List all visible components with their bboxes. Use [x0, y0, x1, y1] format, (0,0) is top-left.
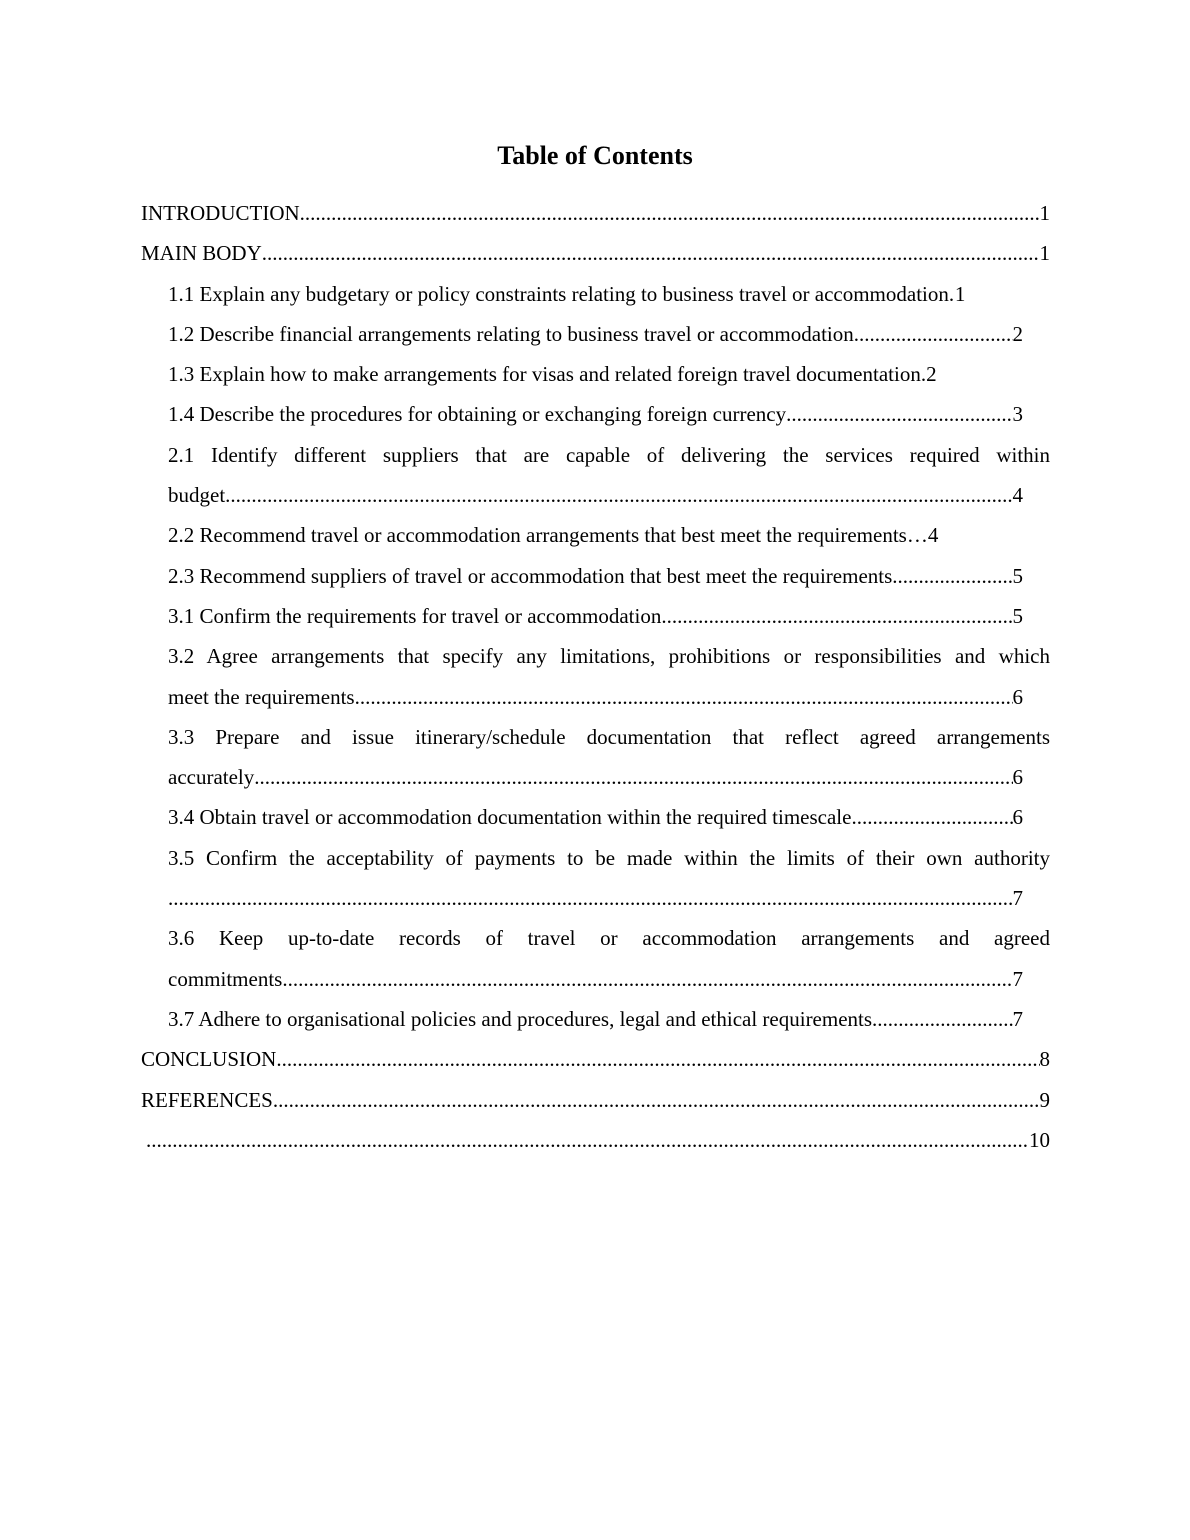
dot-leader — [355, 677, 1013, 717]
toc-page-number: 1 — [1039, 201, 1050, 225]
toc-entry-text: 1.3 Explain how to make arrangements for visas and related foreign travel documentation. — [168, 362, 927, 387]
toc-entry-1-1[interactable] — [141, 274, 1050, 314]
toc-page-number: 10 — [1029, 1127, 1050, 1152]
toc-entry-text: REFERENCES — [141, 1087, 273, 1112]
toc-entry-introduction[interactable] — [141, 193, 1050, 233]
toc-entry-line2 — [168, 878, 1023, 918]
toc-entry-text: 3.7 Adhere to organisational policies and procedures, legal and ethical requirements — [168, 1006, 873, 1031]
toc-entry-text: 1.2 Describe financial arrangements relating to business travel or accommodation — [168, 321, 854, 346]
toc-page-number: 7 — [1012, 966, 1023, 991]
dot-leader — [262, 233, 1040, 273]
toc-entry-3-1[interactable] — [141, 596, 1023, 636]
toc-entry-2-3[interactable] — [141, 556, 1023, 596]
toc-entry-1-2[interactable] — [141, 314, 1023, 354]
toc-entry-conclusion[interactable] — [141, 1039, 1050, 1079]
toc-page-number: 5 — [1012, 603, 1023, 628]
toc-entry-text: MAIN BODY — [141, 241, 262, 266]
dot-leader — [786, 394, 1012, 434]
dot-leader — [854, 314, 1013, 354]
dot-leader — [872, 999, 1012, 1039]
toc-entry-references[interactable] — [141, 1080, 1050, 1120]
dot-leader — [282, 959, 1012, 999]
toc-entry-3-6[interactable] — [141, 918, 1050, 999]
dot-leader — [851, 797, 1012, 837]
toc-title: Table of Contents — [497, 141, 693, 170]
toc-entry-2-2[interactable] — [141, 515, 1023, 555]
toc-page-number: 6 — [1012, 765, 1023, 790]
toc-entry-1-4[interactable] — [141, 394, 1023, 434]
toc-entry-text: CONCLUSION — [141, 1047, 277, 1072]
toc-page-number: 1 — [1039, 241, 1050, 266]
toc-entry-text-line1: 2.1 Identify different suppliers that are capable of delivering the services required within — [168, 442, 1050, 467]
toc-page-number: 9 — [1039, 1087, 1050, 1112]
toc-entry-line2 — [168, 677, 1023, 717]
toc-page-number: 4 — [927, 523, 939, 548]
toc-entry-3-5[interactable] — [141, 838, 1050, 919]
toc-entry-text-line1: 3.2 Agree arrangements that specify any limitations, prohibitions or responsibilities and which — [168, 644, 1050, 669]
toc-entry-text-line1: 3.6 Keep up-to-date records of travel or accommodation arrangements and agreed — [168, 926, 1050, 951]
toc-entry-text-line2: accurately — [168, 765, 255, 790]
toc-page-number: 3 — [1012, 402, 1023, 427]
dot-leader — [168, 878, 1013, 918]
dot-leader — [225, 475, 1012, 515]
toc-page-number: 2 — [926, 362, 937, 387]
dot-leader — [276, 1039, 1039, 1079]
toc-page-number: 5 — [1012, 563, 1023, 588]
toc-page-number: 7 — [1012, 886, 1023, 911]
toc-entry-text: 1.1 Explain any budgetary or policy constraints relating to business travel or accommodation — [168, 281, 949, 306]
toc-entry-text-line1: 3.3 Prepare and issue itinerary/schedule documentation that reflect agreed arrangements — [168, 724, 1050, 749]
toc-entry-3-3[interactable] — [141, 717, 1050, 798]
toc-page-number: 4 — [1012, 483, 1023, 508]
toc-page-number: 6 — [1012, 805, 1023, 830]
toc-entry-2-1[interactable] — [141, 435, 1050, 516]
toc-entry-untitled[interactable] — [146, 1120, 1050, 1160]
toc-page-number: 1 — [954, 281, 966, 306]
toc-entry-text-line1: 3.5 Confirm the acceptability of payments to be made within the limits of their own authority — [168, 845, 1050, 870]
toc-entry-text: 2.2 Recommend travel or accommodation arrangements that best meet the requirements… — [168, 523, 928, 548]
toc-entry-line2 — [168, 757, 1023, 797]
toc-entry-text-line2: meet the requirements — [168, 684, 355, 709]
dot-leader — [146, 1120, 1029, 1160]
toc-entry-line2 — [168, 959, 1023, 999]
toc-entry-main-body[interactable] — [141, 233, 1050, 273]
toc-entry-text: 1.4 Describe the procedures for obtaining or exchanging foreign currency — [168, 402, 787, 427]
toc-entry-text-line2: commitments — [168, 966, 283, 991]
toc-entry-3-2[interactable] — [141, 636, 1050, 717]
toc-entry-3-4[interactable] — [141, 797, 1023, 837]
toc-page-number: 8 — [1039, 1047, 1050, 1072]
toc-page-number: 6 — [1012, 684, 1023, 709]
toc-list — [141, 193, 1050, 1160]
dot-leader — [898, 556, 1013, 596]
toc-entry-text: 3.1 Confirm the requirements for travel or accommodation — [168, 603, 662, 628]
dot-leader — [273, 1080, 1040, 1120]
dot-leader — [300, 193, 1040, 233]
toc-entry-1-3[interactable] — [141, 354, 1023, 394]
toc-entry-text: 2.3 Recommend suppliers of travel or accommodation that best meet the requirements. — [168, 563, 898, 588]
toc-entry-text: 3.4 Obtain travel or accommodation documentation within the required timescale — [168, 805, 852, 830]
toc-page-number: 7 — [1012, 1006, 1023, 1031]
dot-leader — [661, 596, 1012, 636]
toc-entry-3-7[interactable] — [141, 999, 1023, 1039]
toc-entry-line2 — [168, 475, 1023, 515]
toc-entry-text-line2: budget — [168, 483, 226, 508]
dot-leader — [254, 757, 1012, 797]
toc-page-number: 2 — [1012, 321, 1023, 346]
toc-entry-text: INTRODUCTION — [141, 201, 300, 225]
